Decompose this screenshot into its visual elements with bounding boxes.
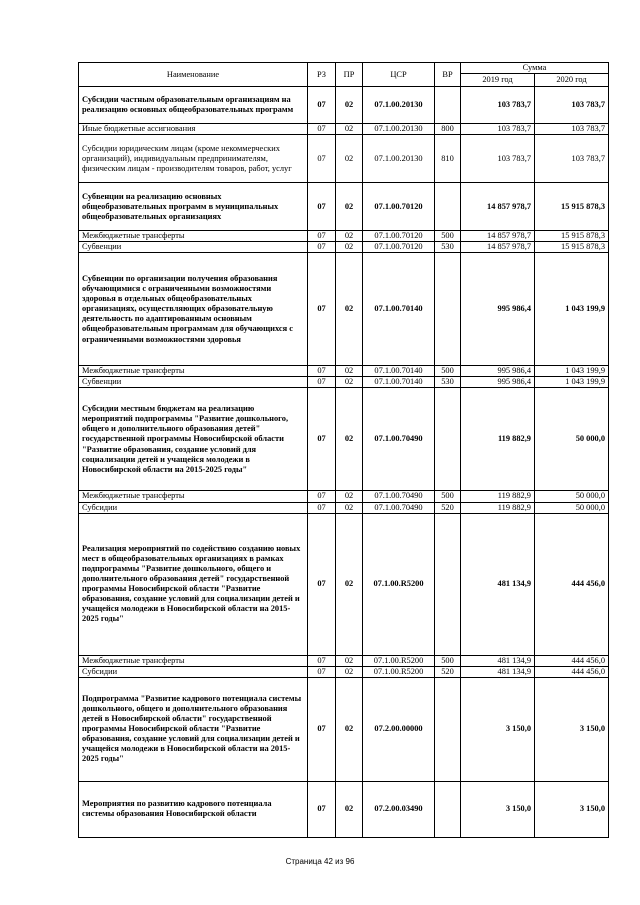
cell-name: Субвенции по организации получения образования обучающимися с ограниченными возможностями здоровья в отдельных общеобразовательных организациях, осуществляющих образовательную деятельность по адаптированным основным общеобразовательным программам для обучающихся с ограниченными возможностями здоровья	[79, 253, 308, 366]
cell-2020: 444 456,0	[535, 666, 609, 677]
table-row	[79, 231, 609, 242]
cell-csr: 07.1.00.70490	[363, 388, 435, 491]
cell-pr: 02	[336, 502, 363, 513]
cell-csr: 07.1.00.70120	[363, 183, 435, 231]
cell-2020: 1 043 199,9	[535, 366, 609, 377]
cell-pr: 02	[336, 366, 363, 377]
cell-vr: 500	[435, 366, 461, 377]
cell-2020: 15 915 878,3	[535, 242, 609, 253]
cell-csr: 07.1.00.70140	[363, 377, 435, 388]
cell-pr: 02	[336, 253, 363, 366]
cell-2020: 1 043 199,9	[535, 377, 609, 388]
cell-csr: 07.1.00.20130	[363, 124, 435, 135]
table-row	[79, 135, 609, 183]
table-row	[79, 253, 609, 366]
cell-vr	[435, 781, 461, 837]
cell-rz: 07	[308, 388, 336, 491]
cell-rz: 07	[308, 366, 336, 377]
cell-2019: 14 857 978,7	[461, 242, 535, 253]
cell-name: Межбюджетные трансферты	[79, 366, 308, 377]
cell-csr: 07.1.00.R5200	[363, 666, 435, 677]
cell-2020: 103 783,7	[535, 135, 609, 183]
cell-2019: 14 857 978,7	[461, 183, 535, 231]
cell-vr: 500	[435, 655, 461, 666]
cell-2020: 15 915 878,3	[535, 231, 609, 242]
cell-2019: 103 783,7	[461, 135, 535, 183]
cell-pr: 02	[336, 377, 363, 388]
header-vr: ВР	[435, 63, 461, 87]
cell-csr: 07.1.00.70140	[363, 253, 435, 366]
cell-name: Подпрограмма "Развитие кадрового потенциала системы дошкольного, общего и дополнительного образования детей в Новосибирской области" государственной программы Новосибирской области "Развитие образования, создание условий для социализации детей и учащейся молодежи в Новосибирской области на 2015-2025 годы"	[79, 677, 308, 781]
table-row	[79, 366, 609, 377]
cell-vr: 810	[435, 135, 461, 183]
cell-name: Субвенции	[79, 377, 308, 388]
cell-2019: 119 882,9	[461, 502, 535, 513]
cell-2019: 103 783,7	[461, 124, 535, 135]
cell-rz: 07	[308, 677, 336, 781]
cell-vr: 500	[435, 491, 461, 502]
cell-name: Субсидии	[79, 666, 308, 677]
cell-vr	[435, 513, 461, 655]
table-row	[79, 87, 609, 124]
cell-rz: 07	[308, 135, 336, 183]
cell-rz: 07	[308, 242, 336, 253]
cell-pr: 02	[336, 135, 363, 183]
cell-2020: 3 150,0	[535, 781, 609, 837]
cell-2020: 50 000,0	[535, 388, 609, 491]
cell-2019: 481 134,9	[461, 513, 535, 655]
cell-name: Субвенции	[79, 242, 308, 253]
cell-csr: 07.2.00.03490	[363, 781, 435, 837]
header-pr: ПР	[336, 63, 363, 87]
table-row	[79, 502, 609, 513]
cell-2019: 119 882,9	[461, 388, 535, 491]
cell-csr: 07.1.00.R5200	[363, 655, 435, 666]
cell-2020: 50 000,0	[535, 502, 609, 513]
cell-2020: 1 043 199,9	[535, 253, 609, 366]
cell-2020: 50 000,0	[535, 491, 609, 502]
cell-rz: 07	[308, 183, 336, 231]
cell-name: Субсидии юридическим лицам (кроме некоммерческих организаций), индивидуальным предпринимателям, физическим лицам - производителям товаров, работ, услуг	[79, 135, 308, 183]
cell-2019: 3 150,0	[461, 781, 535, 837]
cell-csr: 07.1.00.R5200	[363, 513, 435, 655]
cell-vr: 520	[435, 666, 461, 677]
table-row	[79, 242, 609, 253]
cell-name: Субсидии местным бюджетам на реализацию мероприятий подпрограммы "Развитие дошкольного, общего и дополнительного образования детей" государственной программы Новосибирской области "Развитие образования, создание условий для социализации детей и учащейся молодежи в Новосибирской области на 2015-2025 годы"	[79, 388, 308, 491]
cell-csr: 07.1.00.70140	[363, 366, 435, 377]
cell-vr	[435, 87, 461, 124]
cell-rz: 07	[308, 502, 336, 513]
header-year-2020: 2020 год	[535, 74, 609, 87]
cell-csr: 07.1.00.70490	[363, 491, 435, 502]
header-name: Наименование	[79, 63, 308, 87]
cell-2019: 481 134,9	[461, 655, 535, 666]
table-row	[79, 388, 609, 491]
cell-2020: 103 783,7	[535, 87, 609, 124]
cell-pr: 02	[336, 183, 363, 231]
cell-vr	[435, 388, 461, 491]
header-csr: ЦСР	[363, 63, 435, 87]
table-row	[79, 781, 609, 837]
cell-vr: 500	[435, 231, 461, 242]
cell-csr: 07.1.00.70490	[363, 502, 435, 513]
cell-vr	[435, 253, 461, 366]
cell-vr	[435, 183, 461, 231]
table-row	[79, 377, 609, 388]
cell-rz: 07	[308, 253, 336, 366]
table-body	[79, 87, 609, 838]
cell-vr: 530	[435, 377, 461, 388]
cell-2019: 119 882,9	[461, 491, 535, 502]
cell-pr: 02	[336, 491, 363, 502]
table-row	[79, 124, 609, 135]
cell-pr: 02	[336, 124, 363, 135]
cell-2020: 444 456,0	[535, 513, 609, 655]
cell-name: Реализация мероприятий по содействию созданию новых мест в общеобразовательных организациях в рамках подпрограммы "Развитие дошкольного, общего и дополнительного образования детей" государственной программы Новосибирской области "Развитие образования, создание условий для социализации детей и учащейся молодежи в Новосибирской области на 2015-2025 годы"	[79, 513, 308, 655]
cell-vr: 530	[435, 242, 461, 253]
cell-rz: 07	[308, 655, 336, 666]
cell-pr: 02	[336, 666, 363, 677]
cell-name: Субвенции на реализацию основных общеобразовательных программ в муниципальных общеобразовательных организациях	[79, 183, 308, 231]
cell-rz: 07	[308, 781, 336, 837]
cell-pr: 02	[336, 781, 363, 837]
cell-name: Субсидии частным образовательным организациям на реализацию основных общеобразовательных программ	[79, 87, 308, 124]
cell-2020: 15 915 878,3	[535, 183, 609, 231]
cell-csr: 07.2.00.00000	[363, 677, 435, 781]
cell-2019: 995 986,4	[461, 253, 535, 366]
table-row	[79, 677, 609, 781]
cell-rz: 07	[308, 513, 336, 655]
cell-csr: 07.1.00.70120	[363, 231, 435, 242]
cell-vr: 520	[435, 502, 461, 513]
table-row	[79, 666, 609, 677]
cell-pr: 02	[336, 231, 363, 242]
cell-pr: 02	[336, 513, 363, 655]
cell-2019: 995 986,4	[461, 366, 535, 377]
table-row	[79, 655, 609, 666]
cell-rz: 07	[308, 491, 336, 502]
cell-2019: 14 857 978,7	[461, 231, 535, 242]
table-row	[79, 183, 609, 231]
cell-rz: 07	[308, 377, 336, 388]
budget-table	[78, 62, 609, 838]
cell-rz: 07	[308, 87, 336, 124]
cell-2020: 3 150,0	[535, 677, 609, 781]
cell-pr: 02	[336, 655, 363, 666]
cell-name: Межбюджетные трансферты	[79, 231, 308, 242]
cell-vr	[435, 677, 461, 781]
cell-vr: 800	[435, 124, 461, 135]
cell-csr: 07.1.00.20130	[363, 87, 435, 124]
table-row	[79, 491, 609, 502]
cell-csr: 07.1.00.70120	[363, 242, 435, 253]
cell-2020: 444 456,0	[535, 655, 609, 666]
cell-csr: 07.1.00.20130	[363, 135, 435, 183]
cell-2019: 3 150,0	[461, 677, 535, 781]
header-year-2019: 2019 год	[461, 74, 535, 87]
cell-name: Межбюджетные трансферты	[79, 655, 308, 666]
table-header	[79, 63, 609, 87]
cell-name: Иные бюджетные ассигнования	[79, 124, 308, 135]
cell-2019: 103 783,7	[461, 87, 535, 124]
cell-name: Межбюджетные трансферты	[79, 491, 308, 502]
cell-2019: 995 986,4	[461, 377, 535, 388]
cell-rz: 07	[308, 231, 336, 242]
cell-rz: 07	[308, 666, 336, 677]
header-rz: РЗ	[308, 63, 336, 87]
cell-pr: 02	[336, 87, 363, 124]
cell-pr: 02	[336, 388, 363, 491]
cell-2020: 103 783,7	[535, 124, 609, 135]
header-sum: Сумма	[461, 63, 609, 74]
cell-rz: 07	[308, 124, 336, 135]
cell-pr: 02	[336, 242, 363, 253]
page-footer: Страница 42 из 96	[285, 857, 355, 866]
cell-2019: 481 134,9	[461, 666, 535, 677]
cell-name: Мероприятия по развитию кадрового потенциала системы образования Новосибирской области	[79, 781, 308, 837]
cell-name: Субсидии	[79, 502, 308, 513]
cell-pr: 02	[336, 677, 363, 781]
table-row	[79, 513, 609, 655]
